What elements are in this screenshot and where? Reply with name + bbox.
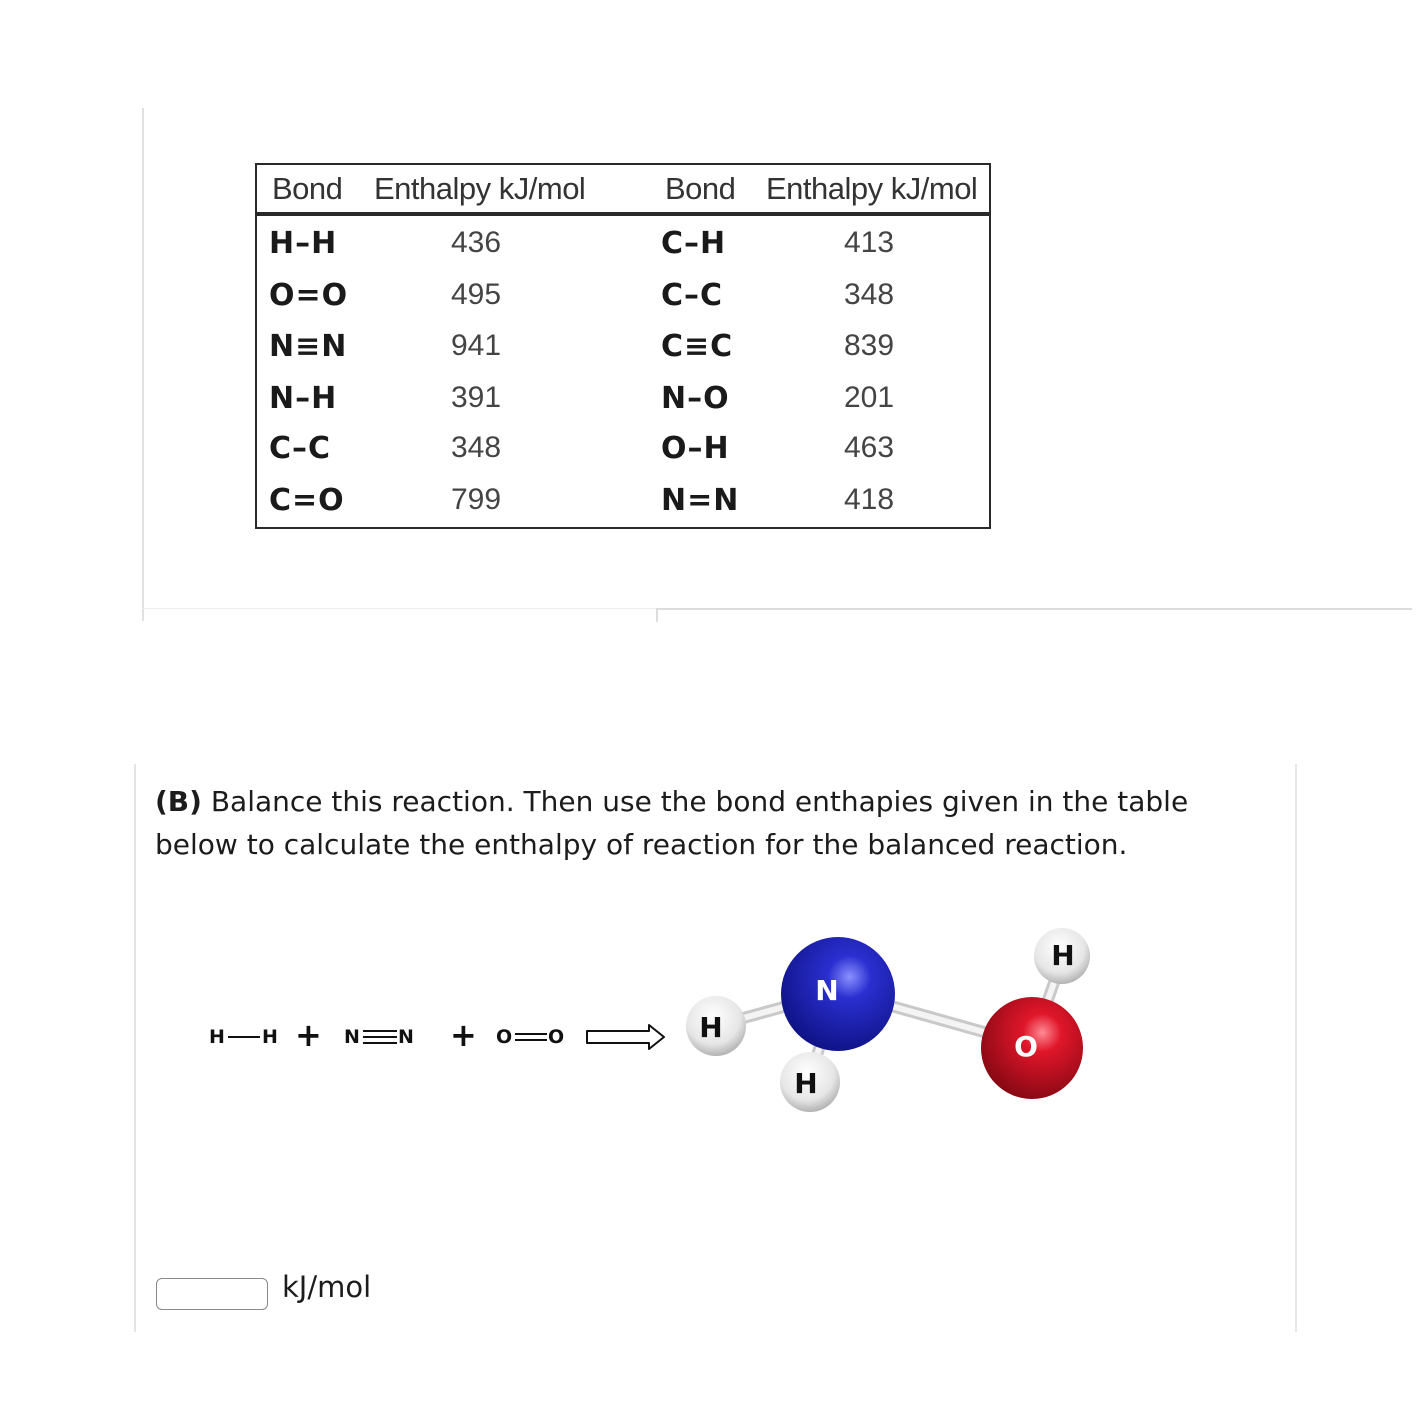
table-cell-bond: H–H [269, 226, 338, 261]
question-body: Balance this reaction. Then use the bond enthapies given in the table below to calculate the enthalpy of reaction for the balanced reaction. [155, 785, 1189, 861]
atom-h: H [209, 1026, 225, 1048]
atom-label-h: H [794, 1067, 818, 1100]
table-cell-value: 348 [451, 431, 502, 464]
table-cell-value: 436 [451, 226, 502, 259]
panel-divider [142, 608, 657, 609]
table-cell-bond: N–O [661, 381, 730, 416]
atom-o: O [496, 1026, 513, 1048]
atom-label-n: N [815, 974, 839, 1007]
reaction-arrow-icon [585, 1022, 667, 1052]
plus-sign: + [450, 1016, 477, 1054]
table-cell-bond: C–C [269, 431, 332, 466]
table-cell-value: 348 [844, 278, 895, 311]
atom-label-o: O [1014, 1030, 1038, 1063]
table-cell-value: 495 [451, 278, 502, 311]
panel-divider [134, 764, 136, 1332]
table-header-rule [257, 212, 989, 216]
panel-divider [1295, 764, 1297, 1332]
panel-divider [656, 608, 658, 622]
product-molecule-model [670, 920, 1110, 1130]
table-cell-bond: N=N [661, 483, 740, 518]
table-cell-bond: O=O [269, 278, 349, 313]
single-bond [226, 1026, 262, 1048]
atom-n: N [344, 1026, 360, 1048]
answer-unit-label: kJ/mol [282, 1270, 372, 1304]
panel-divider [657, 608, 1412, 610]
enthalpy-answer-input[interactable] [156, 1278, 268, 1310]
table-cell-value: 799 [451, 483, 502, 516]
table-cell-value: 413 [844, 226, 895, 259]
table-cell-bond: O–H [661, 431, 730, 466]
table-cell-value: 391 [451, 381, 502, 414]
table-cell-value: 418 [844, 483, 895, 516]
table-header-bond: Bond [665, 171, 736, 206]
table-cell-bond: C–H [661, 226, 727, 261]
table-header-enthalpy: Enthalpy kJ/mol [766, 171, 978, 206]
table-cell-bond: C≡C [661, 329, 734, 364]
table-cell-bond: C–C [661, 278, 724, 313]
table-cell-bond: C=O [269, 483, 345, 518]
atom-label-h: H [1051, 939, 1075, 972]
atom-label-h: H [699, 1011, 723, 1044]
table-header-bond: Bond [272, 171, 343, 206]
table-cell-value: 201 [844, 381, 895, 414]
table-cell-value: 839 [844, 329, 895, 362]
question-label: (B) [155, 785, 202, 818]
atom-n: N [398, 1026, 414, 1048]
atom-h: H [262, 1026, 278, 1048]
panel-divider [142, 108, 144, 621]
table-cell-bond: N–H [269, 381, 338, 416]
double-bond [513, 1026, 549, 1048]
plus-sign: + [295, 1016, 322, 1054]
bond-enthalpy-table [255, 163, 991, 529]
table-cell-value: 941 [451, 329, 502, 362]
question-text [155, 780, 1275, 866]
table-cell-value: 463 [844, 431, 895, 464]
atom-o: O [548, 1026, 565, 1048]
table-cell-bond: N≡N [269, 329, 348, 364]
table-header-enthalpy: Enthalpy kJ/mol [374, 171, 586, 206]
triple-bond [361, 1026, 399, 1048]
